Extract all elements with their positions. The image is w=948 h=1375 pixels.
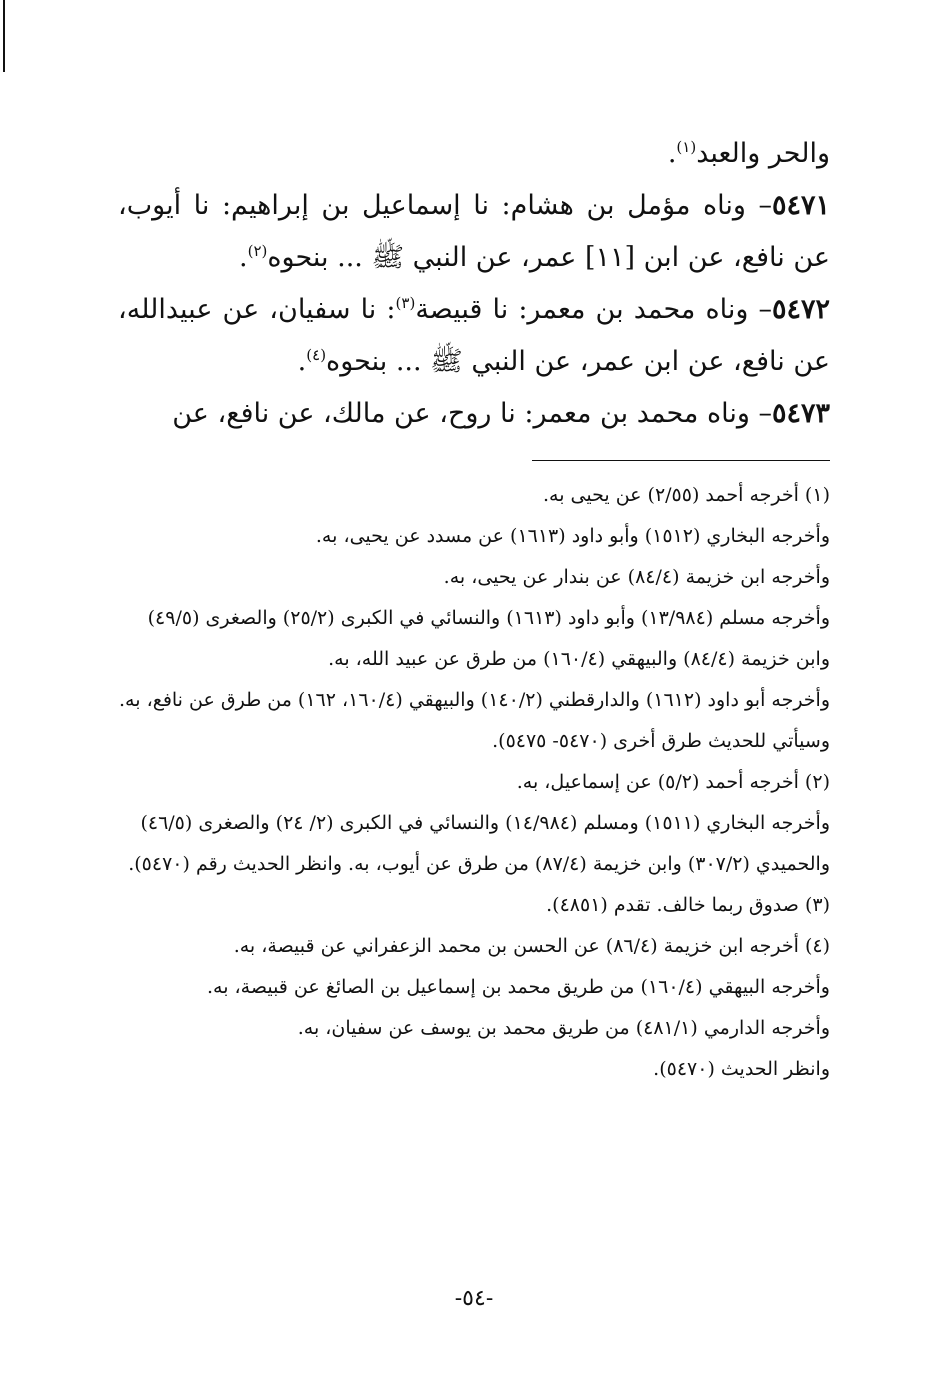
footnote-4: (٤) أخرجه ابن خزيمة (٨٦/٤) عن الحسن بن محمد الزعفراني عن قبيصة، به. xyxy=(233,935,830,957)
footnote-ref[interactable]: (١) xyxy=(676,138,697,156)
footnote-separator xyxy=(532,460,830,461)
footnote-paragraph: وسيأتي للحديث طرق أخرى (٥٤٧٠- ٥٤٧٥). xyxy=(492,730,830,752)
page-number: -٥٤- xyxy=(454,1286,494,1311)
footnote-paragraph: وأخرجه البخاري (١٥١٢) وأبو داود (١٦١٣) عن مسدد عن يحيى، به. xyxy=(315,525,830,547)
footnote-paragraph: وأخرجه مسلم (١٣/٩٨٤) وأبو داود (١٦١٣) والنسائي في الكبرى (٢٥/٢) والصغرى (٤٩/٥) وابن خزيمة (٨٤/٤) والبيهقي (١٦٠/٤) من طرق عن عبيد الله، به. xyxy=(147,607,830,670)
footnote-ref[interactable]: (٤) xyxy=(306,346,327,364)
footnote-paragraph: وانظر الحديث (٥٤٧٠). xyxy=(653,1058,830,1080)
scan-edge-line xyxy=(3,0,5,72)
page-body xyxy=(118,128,830,1090)
hadith-number: ٥٤٧١ xyxy=(771,190,830,221)
hadith-5473: ٥٤٧٣– وناه محمد بن معمر: نا روح، عن مالك، عن نافع، عن xyxy=(172,398,830,429)
continued-line: والحر والعبد$^{(١)}$. xyxy=(667,138,830,169)
footnote-3: (٣) صدوق ربما خالف. تقدم (٤٨٥١). xyxy=(546,894,830,916)
footnote-ref[interactable]: (٣) xyxy=(395,294,416,312)
footnotes xyxy=(118,475,830,1090)
main-text xyxy=(118,128,830,440)
hadith-number: ٥٤٧٢ xyxy=(771,294,830,325)
footnote-paragraph: وأخرجه الدارمي (٤٨١/١) من طريق محمد بن يوسف عن سفيان، به. xyxy=(297,1017,830,1039)
hadith-5471: ٥٤٧١– وناه مؤمل بن هشام: نا إسماعيل بن إبراهيم: نا أيوب، عن نافع، عن ابن [١١] عمر، عن النبي ﷺ ... بنحوه$^{(٢)}$. xyxy=(118,190,830,273)
footnote-paragraph: وأخرجه البخاري (١٥١١) ومسلم (١٤/٩٨٤) والنسائي في الكبرى (٢/ ٢٤) والصغرى (٤٦/٥) والحميدي (٣٠٧/٢) وابن خزيمة (٨٧/٤) من طرق عن أيوب، به. وانظر الحديث رقم (٥٤٧٠). xyxy=(128,812,830,875)
footnote-paragraph: وأخرجه البيهقي (١٦٠/٤) من طريق محمد بن إسماعيل بن الصائغ عن قبيصة، به. xyxy=(206,976,830,998)
footnote-paragraph: وأخرجه ابن خزيمة (٨٤/٤) عن بندار عن يحيى، به. xyxy=(443,566,830,588)
footnote-2: (٢) أخرجه أحمد (٥/٢) عن إسماعيل، به. xyxy=(516,771,830,793)
footnote-paragraph: وأخرجه أبو داود (١٦١٢) والدارقطني (١٤٠/٢) والبيهقي (١٦٠/٤، ١٦٢) من طرق عن نافع، به. xyxy=(119,689,830,711)
hadith-5472: ٥٤٧٢– وناه محمد بن معمر: نا قبيصة$^{(٣)}$: نا سفيان، عن عبيدالله، عن نافع، عن ابن عمر، عن النبي ﷺ ... بنحوه$^{(٤)}$. xyxy=(118,294,830,377)
footnote-ref[interactable]: (٢) xyxy=(247,242,268,260)
hadith-number: ٥٤٧٣ xyxy=(771,398,830,429)
footnote-1: (١) أخرجه أحمد (٢/٥٥) عن يحيى به. xyxy=(542,484,830,506)
